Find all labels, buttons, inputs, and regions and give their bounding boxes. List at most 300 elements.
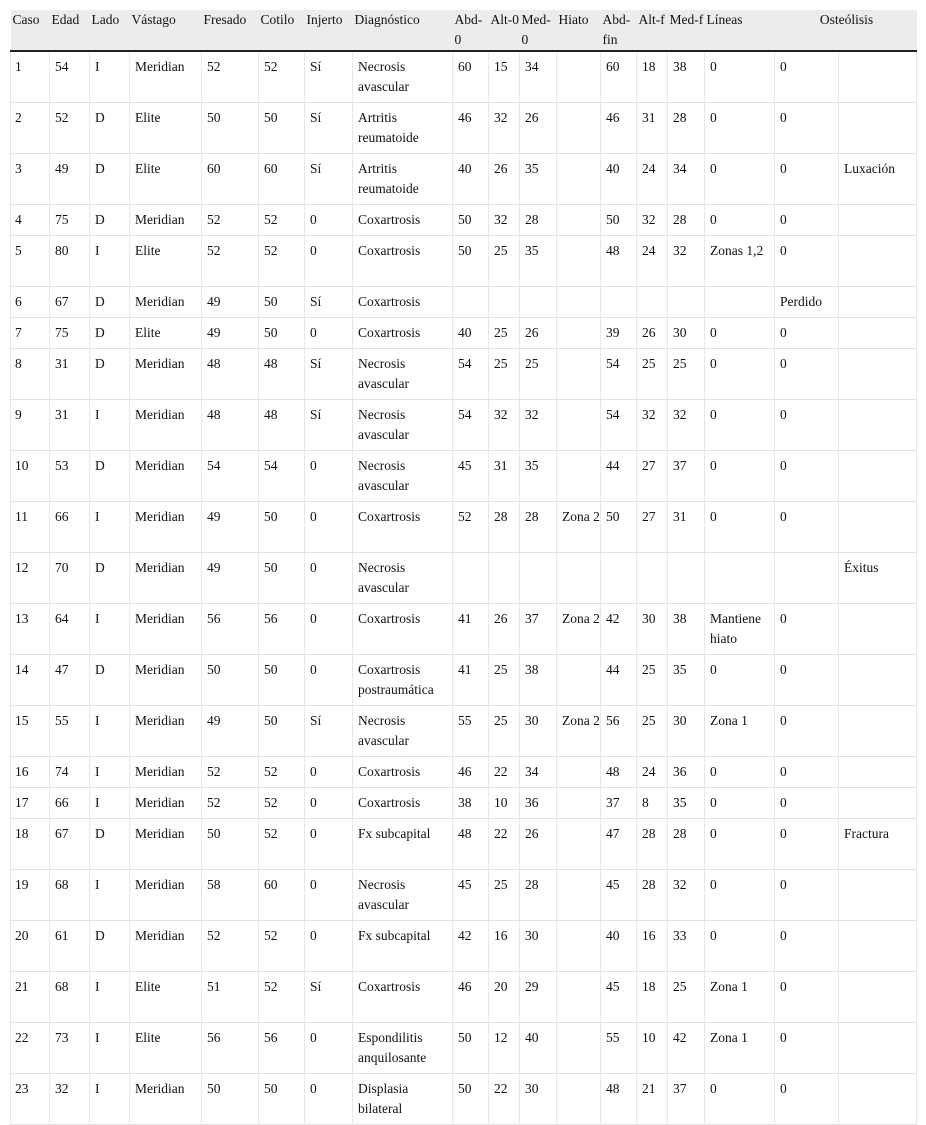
table-cell xyxy=(557,205,601,236)
table-cell xyxy=(839,205,917,236)
table-cell: 0 xyxy=(705,318,775,349)
table-cell: Elite xyxy=(130,972,202,1023)
table-cell: 67 xyxy=(50,287,90,318)
table-cell: 0 xyxy=(705,154,775,205)
table-cell: 36 xyxy=(668,757,705,788)
table-cell: 28 xyxy=(489,502,520,553)
column-header: Líneas xyxy=(705,10,775,51)
table-cell: 37 xyxy=(668,1074,705,1125)
table-cell xyxy=(839,757,917,788)
table-cell: 54 xyxy=(601,349,637,400)
table-cell xyxy=(839,287,917,318)
table-cell: 35 xyxy=(668,655,705,706)
table-cell: I xyxy=(90,604,130,655)
table-cell: 54 xyxy=(259,451,305,502)
table-cell xyxy=(839,788,917,819)
table-cell: 22 xyxy=(489,757,520,788)
table-cell: 0 xyxy=(775,451,839,502)
table-cell: 48 xyxy=(601,236,637,287)
table-cell: Artritis reumatoide xyxy=(353,103,453,154)
table-cell: 48 xyxy=(259,400,305,451)
table-cell: 32 xyxy=(668,236,705,287)
table-cell: Sí xyxy=(305,287,353,318)
table-row xyxy=(11,349,917,400)
table-cell: 0 xyxy=(775,1074,839,1125)
table-cell: D xyxy=(90,553,130,604)
table-row xyxy=(11,788,917,819)
table-cell: Necrosis avascular xyxy=(353,870,453,921)
table-cell: 52 xyxy=(453,502,489,553)
table-cell xyxy=(705,553,775,604)
table-cell: Zona 2 xyxy=(557,502,601,553)
table-cell: 0 xyxy=(705,655,775,706)
table-cell: 52 xyxy=(202,788,259,819)
table-cell: 26 xyxy=(520,819,557,870)
table-cell: 0 xyxy=(775,400,839,451)
table-cell xyxy=(557,921,601,972)
table-cell: 0 xyxy=(775,154,839,205)
table-cell: 73 xyxy=(50,1023,90,1074)
table-cell: 18 xyxy=(637,972,668,1023)
table-cell: I xyxy=(90,400,130,451)
table-row xyxy=(11,451,917,502)
table-cell: Necrosis avascular xyxy=(353,400,453,451)
table-cell: 25 xyxy=(489,655,520,706)
table-cell: D xyxy=(90,451,130,502)
table-cell: Coxartrosis xyxy=(353,788,453,819)
table-cell: D xyxy=(90,154,130,205)
column-header: Abd-fin xyxy=(601,10,637,51)
table-cell: 45 xyxy=(601,972,637,1023)
table-cell: 48 xyxy=(259,349,305,400)
table-row xyxy=(11,972,917,1023)
table-cell: Artritis reumatoide xyxy=(353,154,453,205)
table-cell xyxy=(557,287,601,318)
table-cell: 38 xyxy=(453,788,489,819)
table-cell: Coxartrosis xyxy=(353,972,453,1023)
table-cell: I xyxy=(90,870,130,921)
table-cell: Elite xyxy=(130,154,202,205)
table-cell xyxy=(839,706,917,757)
table-cell: Sí xyxy=(305,972,353,1023)
hip-cases-table xyxy=(10,10,917,1125)
table-cell: 64 xyxy=(50,604,90,655)
table-cell: 50 xyxy=(259,553,305,604)
table-cell: Displasia bilateral xyxy=(353,1074,453,1125)
table-cell: 46 xyxy=(453,972,489,1023)
table-cell xyxy=(557,451,601,502)
table-cell: 16 xyxy=(489,921,520,972)
table-cell: 0 xyxy=(775,655,839,706)
table-cell: 18 xyxy=(11,819,50,870)
table-cell: 0 xyxy=(305,451,353,502)
table-row xyxy=(11,819,917,870)
table-cell: D xyxy=(90,287,130,318)
table-cell: 52 xyxy=(202,236,259,287)
table-cell: 0 xyxy=(775,236,839,287)
table-cell: Meridian xyxy=(130,502,202,553)
table-cell: Elite xyxy=(130,103,202,154)
table-cell: Sí xyxy=(305,706,353,757)
table-cell: 25 xyxy=(489,236,520,287)
table-cell xyxy=(557,154,601,205)
table-cell: Éxitus xyxy=(839,553,917,604)
table-cell: Sí xyxy=(305,349,353,400)
table-cell: 26 xyxy=(520,318,557,349)
table-cell: Meridian xyxy=(130,51,202,103)
table-cell: 13 xyxy=(11,604,50,655)
table-cell: 0 xyxy=(305,1074,353,1125)
table-cell: 52 xyxy=(259,819,305,870)
table-cell xyxy=(557,819,601,870)
table-cell: 34 xyxy=(520,757,557,788)
table-cell: 0 xyxy=(775,921,839,972)
table-cell: 25 xyxy=(489,706,520,757)
table-cell: 52 xyxy=(202,51,259,103)
table-cell: Meridian xyxy=(130,757,202,788)
table-cell: 25 xyxy=(668,349,705,400)
table-cell: 52 xyxy=(259,972,305,1023)
table-cell: Meridian xyxy=(130,205,202,236)
column-header: Injerto xyxy=(305,10,353,51)
table-cell: Zona 1 xyxy=(705,1023,775,1074)
table-cell: 30 xyxy=(668,706,705,757)
table-cell: 0 xyxy=(775,604,839,655)
table-cell: Meridian xyxy=(130,349,202,400)
table-cell: D xyxy=(90,349,130,400)
table-cell: 29 xyxy=(520,972,557,1023)
table-cell: 54 xyxy=(453,400,489,451)
table-cell: 49 xyxy=(202,287,259,318)
table-cell: 56 xyxy=(202,604,259,655)
table-cell: 32 xyxy=(489,400,520,451)
table-cell: 48 xyxy=(601,757,637,788)
table-cell xyxy=(668,553,705,604)
table-cell: 12 xyxy=(11,553,50,604)
table-cell: 25 xyxy=(637,706,668,757)
table-cell: 56 xyxy=(202,1023,259,1074)
table-cell: 6 xyxy=(11,287,50,318)
table-cell: 54 xyxy=(50,51,90,103)
table-cell: Fractura xyxy=(839,819,917,870)
table-cell: 30 xyxy=(520,706,557,757)
table-cell: 41 xyxy=(453,604,489,655)
table-cell: 47 xyxy=(601,819,637,870)
table-cell: 25 xyxy=(489,318,520,349)
table-cell: 21 xyxy=(637,1074,668,1125)
table-cell: Fx subcapital xyxy=(353,819,453,870)
table-cell: Meridian xyxy=(130,655,202,706)
table-cell: 48 xyxy=(453,819,489,870)
table-cell xyxy=(453,287,489,318)
table-row xyxy=(11,502,917,553)
table-cell: 49 xyxy=(202,706,259,757)
table-cell: Sí xyxy=(305,400,353,451)
table-cell: 60 xyxy=(259,870,305,921)
table-cell: 54 xyxy=(202,451,259,502)
table-cell xyxy=(839,1074,917,1125)
table-cell: 56 xyxy=(259,604,305,655)
table-cell: 50 xyxy=(259,318,305,349)
table-cell xyxy=(557,51,601,103)
table-cell: 75 xyxy=(50,318,90,349)
table-row xyxy=(11,1074,917,1125)
table-cell: 45 xyxy=(601,870,637,921)
table-cell: 0 xyxy=(775,972,839,1023)
table-cell xyxy=(557,1023,601,1074)
table-cell: 0 xyxy=(775,870,839,921)
table-cell: 52 xyxy=(259,205,305,236)
table-cell: 37 xyxy=(668,451,705,502)
table-cell: 28 xyxy=(637,819,668,870)
table-cell: Meridian xyxy=(130,788,202,819)
table-cell xyxy=(601,287,637,318)
table-cell: 44 xyxy=(601,655,637,706)
column-header: Lado xyxy=(90,10,130,51)
table-cell: 41 xyxy=(453,655,489,706)
table-cell: 50 xyxy=(259,655,305,706)
table-cell: 0 xyxy=(705,451,775,502)
table-cell xyxy=(668,287,705,318)
table-cell: 48 xyxy=(202,400,259,451)
table-row xyxy=(11,604,917,655)
table-cell: 15 xyxy=(489,51,520,103)
table-cell: 40 xyxy=(520,1023,557,1074)
table-cell xyxy=(839,921,917,972)
table-cell xyxy=(839,103,917,154)
table-cell: Meridian xyxy=(130,553,202,604)
table-cell: Meridian xyxy=(130,819,202,870)
table-cell: 30 xyxy=(520,921,557,972)
table-cell: 30 xyxy=(637,604,668,655)
column-header: Abd-0 xyxy=(453,10,489,51)
table-cell: D xyxy=(90,819,130,870)
table-cell: Zona 1 xyxy=(705,706,775,757)
table-cell xyxy=(489,287,520,318)
table-cell: 32 xyxy=(637,400,668,451)
table-cell: Coxartrosis xyxy=(353,236,453,287)
table-cell: 55 xyxy=(453,706,489,757)
column-header: Med-0 xyxy=(520,10,557,51)
table-cell: 74 xyxy=(50,757,90,788)
table-cell: Coxartrosis xyxy=(353,205,453,236)
table-cell: 50 xyxy=(259,1074,305,1125)
table-cell: 30 xyxy=(668,318,705,349)
column-header: Fresado xyxy=(202,10,259,51)
table-cell: 0 xyxy=(775,1023,839,1074)
table-cell: Zona 1 xyxy=(705,972,775,1023)
table-cell: 4 xyxy=(11,205,50,236)
table-cell: 21 xyxy=(11,972,50,1023)
table-cell: 16 xyxy=(11,757,50,788)
table-cell: 52 xyxy=(259,757,305,788)
table-cell xyxy=(453,553,489,604)
table-cell: 46 xyxy=(453,757,489,788)
table-row xyxy=(11,287,917,318)
table-cell: 40 xyxy=(601,921,637,972)
table-cell: 25 xyxy=(520,349,557,400)
table-cell: I xyxy=(90,502,130,553)
table-cell: 0 xyxy=(305,870,353,921)
table-cell: 54 xyxy=(601,400,637,451)
table-cell: 0 xyxy=(705,400,775,451)
table-cell: 35 xyxy=(520,154,557,205)
table-cell: 52 xyxy=(50,103,90,154)
table-cell: 25 xyxy=(668,972,705,1023)
table-cell: 0 xyxy=(705,103,775,154)
table-cell: Espondilitis anquilosante xyxy=(353,1023,453,1074)
table-cell xyxy=(557,972,601,1023)
table-cell: 8 xyxy=(11,349,50,400)
table-cell: 55 xyxy=(50,706,90,757)
table-cell: Necrosis avascular xyxy=(353,451,453,502)
table-cell: Elite xyxy=(130,236,202,287)
table-cell: 51 xyxy=(202,972,259,1023)
table-cell: I xyxy=(90,51,130,103)
table-cell xyxy=(557,757,601,788)
table-cell: Zona 2 xyxy=(557,706,601,757)
table-cell: 0 xyxy=(775,103,839,154)
table-cell: 50 xyxy=(202,819,259,870)
table-cell xyxy=(557,553,601,604)
table-cell xyxy=(557,655,601,706)
table-cell: 31 xyxy=(637,103,668,154)
table-cell: 32 xyxy=(50,1074,90,1125)
table-cell: 0 xyxy=(705,1074,775,1125)
table-cell xyxy=(557,318,601,349)
column-header: Caso xyxy=(11,10,50,51)
table-cell: 32 xyxy=(489,103,520,154)
table-cell: 0 xyxy=(705,205,775,236)
table-cell: Elite xyxy=(130,1023,202,1074)
table-cell xyxy=(557,103,601,154)
table-cell: I xyxy=(90,1074,130,1125)
table-cell: 75 xyxy=(50,205,90,236)
table-cell: Sí xyxy=(305,154,353,205)
table-cell: 35 xyxy=(520,236,557,287)
table-cell: 25 xyxy=(637,349,668,400)
table-cell: 0 xyxy=(775,757,839,788)
table-cell: 3 xyxy=(11,154,50,205)
table-cell xyxy=(705,287,775,318)
table-cell: 58 xyxy=(202,870,259,921)
table-cell xyxy=(839,236,917,287)
data-table-container xyxy=(10,10,916,1125)
table-cell: 52 xyxy=(259,921,305,972)
column-header: Edad xyxy=(50,10,90,51)
table-cell: 50 xyxy=(453,1023,489,1074)
table-row xyxy=(11,318,917,349)
table-cell: 0 xyxy=(305,819,353,870)
table-cell: 35 xyxy=(668,788,705,819)
table-cell: 10 xyxy=(11,451,50,502)
table-cell xyxy=(839,51,917,103)
table-row xyxy=(11,154,917,205)
table-cell: 0 xyxy=(775,706,839,757)
table-cell: 32 xyxy=(489,205,520,236)
table-cell: 49 xyxy=(202,318,259,349)
table-cell: 24 xyxy=(637,757,668,788)
table-cell: 0 xyxy=(305,757,353,788)
table-cell: 56 xyxy=(601,706,637,757)
table-cell xyxy=(637,287,668,318)
header-row xyxy=(11,10,917,51)
table-cell: Meridian xyxy=(130,1074,202,1125)
table-cell: Meridian xyxy=(130,287,202,318)
table-cell: Coxartrosis xyxy=(353,604,453,655)
table-cell: 32 xyxy=(668,870,705,921)
table-cell xyxy=(839,349,917,400)
table-cell: 49 xyxy=(202,502,259,553)
table-cell: 8 xyxy=(637,788,668,819)
table-cell: 40 xyxy=(453,154,489,205)
table-cell: 0 xyxy=(305,502,353,553)
table-row xyxy=(11,553,917,604)
table-cell: 0 xyxy=(305,604,353,655)
table-cell: D xyxy=(90,205,130,236)
table-cell xyxy=(637,553,668,604)
table-cell: 48 xyxy=(601,1074,637,1125)
table-cell: 17 xyxy=(11,788,50,819)
table-cell: 56 xyxy=(259,1023,305,1074)
table-cell: D xyxy=(90,103,130,154)
table-cell: 15 xyxy=(11,706,50,757)
table-cell: 0 xyxy=(775,502,839,553)
table-cell: Coxartrosis xyxy=(353,318,453,349)
table-cell: 48 xyxy=(202,349,259,400)
table-cell: 50 xyxy=(601,502,637,553)
table-cell: 37 xyxy=(520,604,557,655)
table-row xyxy=(11,706,917,757)
table-cell: 26 xyxy=(520,103,557,154)
table-cell xyxy=(839,502,917,553)
table-cell xyxy=(839,870,917,921)
column-header: Alt-0 xyxy=(489,10,520,51)
table-cell: Sí xyxy=(305,51,353,103)
table-row xyxy=(11,205,917,236)
table-cell: 28 xyxy=(637,870,668,921)
table-cell: 23 xyxy=(11,1074,50,1125)
table-cell: 42 xyxy=(668,1023,705,1074)
table-cell: 50 xyxy=(601,205,637,236)
table-cell: Sí xyxy=(305,103,353,154)
table-cell: 52 xyxy=(202,205,259,236)
table-cell: 20 xyxy=(489,972,520,1023)
table-cell: 28 xyxy=(668,103,705,154)
table-cell: 67 xyxy=(50,819,90,870)
table-cell: 24 xyxy=(637,236,668,287)
table-cell: 50 xyxy=(453,1074,489,1125)
table-cell xyxy=(839,451,917,502)
table-cell: 42 xyxy=(601,604,637,655)
table-cell: 28 xyxy=(520,502,557,553)
table-cell: 38 xyxy=(520,655,557,706)
table-cell: 0 xyxy=(305,1023,353,1074)
table-cell: 54 xyxy=(453,349,489,400)
table-cell: 0 xyxy=(775,819,839,870)
table-cell: 19 xyxy=(11,870,50,921)
table-cell: 0 xyxy=(705,921,775,972)
column-header: Vástago xyxy=(130,10,202,51)
table-cell: 50 xyxy=(202,1074,259,1125)
table-row xyxy=(11,51,917,103)
table-cell: I xyxy=(90,757,130,788)
table-cell: Necrosis avascular xyxy=(353,706,453,757)
table-cell: 32 xyxy=(668,400,705,451)
table-cell xyxy=(601,553,637,604)
table-cell xyxy=(839,318,917,349)
table-row xyxy=(11,870,917,921)
